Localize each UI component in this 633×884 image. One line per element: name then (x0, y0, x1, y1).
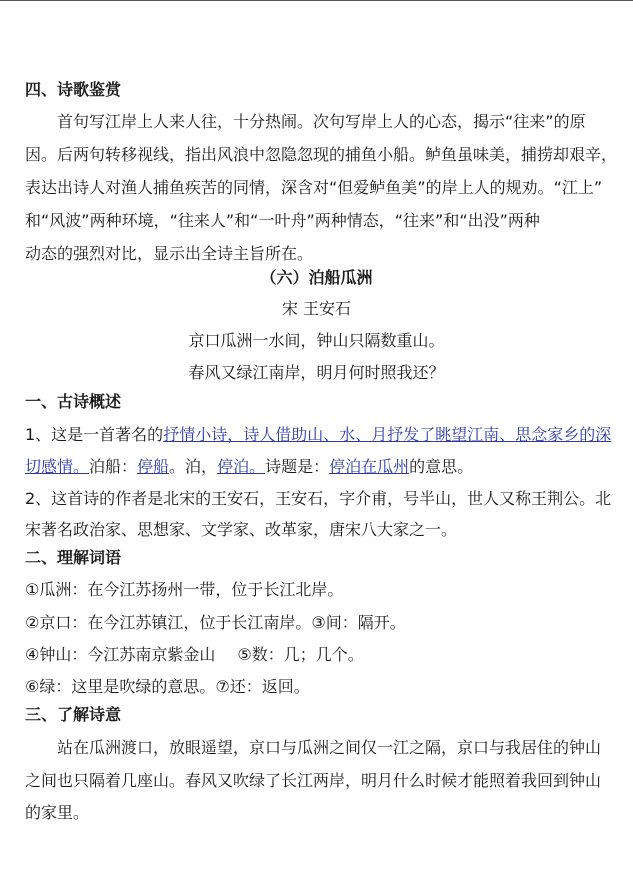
title-label: 诗题是： (265, 457, 330, 476)
title-value-link[interactable]: 停泊在瓜州 (329, 457, 410, 476)
overview-item-2-line-2: 宋著名政治家、思想家、文学家、改革家，唐宋八大家之一。 (25, 520, 458, 539)
word-item: ②京口：在今江苏镇江，位于长江南岸。③间：隔开。 (25, 613, 406, 632)
word-item: ①瓜洲：在今江苏扬州一带，位于长江北岸。 (25, 580, 344, 599)
meaning-line: 之间也只隔着几座山。春风又吹绿了长江两岸，明月什么时候才能照着我回到钟山 (25, 771, 602, 790)
paragraph-line: 首句写江岸上人来人往，十分热闹。次句写岸上人的心态，揭示“往来”的原 (57, 112, 586, 131)
moor-value-link[interactable]: 停泊。 (217, 457, 266, 476)
boat-value-link[interactable]: 停船 (137, 457, 170, 476)
poem-line-1: 京口瓜洲一水间，钟山只隔数重山。 (188, 331, 445, 350)
meaning-line: 的家里。 (25, 803, 90, 822)
overview-link-text-cont[interactable]: 切感情。 (25, 457, 90, 476)
overview-link-text[interactable]: 抒情小诗，诗人借助山、水、月抒发了眺望江南、思念家乡的深 (163, 425, 612, 444)
moor-label: 。泊， (169, 457, 218, 476)
paragraph-line: 因。后两句转移视线，指出风浪中忽隐忽现的捕鱼小船。鲈鱼虽味美，捕捞却艰辛， (25, 145, 618, 164)
top-border (0, 0, 633, 1)
overview-item-1-prefix: 1、这是一首著名的 (25, 425, 164, 444)
paragraph-line: 表达出诗人对渔人捕鱼疾苦的同情，深含对“但爱鲈鱼美”的岸上人的规劝。“江上” (25, 178, 603, 197)
boat-label: 泊船： (89, 457, 138, 476)
section-heading-overview: 一、古诗概述 (25, 392, 122, 411)
word-item-row (25, 640, 633, 670)
poem-author: 宋 王安石 (281, 299, 352, 318)
section-heading-appreciation: 四、诗歌鉴赏 (25, 80, 122, 99)
word-item: ⑤数：几；几个。 (237, 645, 364, 664)
paragraph-line: 动态的强烈对比，显示出全诗主旨所在。 (25, 244, 314, 263)
section-heading-words: 二、理解词语 (25, 548, 122, 567)
word-item: ④钟山：今江苏南京紫金山 (25, 645, 216, 664)
overview-item-1-line-1 (25, 420, 633, 450)
title-suffix: 的意思。 (409, 457, 474, 476)
poem-title-wrap (0, 263, 633, 293)
word-item: ⑥绿：这里是吹绿的意思。⑦还：返回。 (25, 677, 310, 696)
paragraph-line: 和“风波”两种环境，“往来人”和“一叶舟”两种情态，“往来”和“出没”两种 (25, 211, 540, 230)
meaning-line: 站在瓜洲渡口，放眼遥望，京口与瓜洲之间仅一江之隔，京口与我居住的钟山 (57, 738, 602, 757)
poem-title: （六）泊船瓜洲 (260, 268, 373, 287)
overview-item-1-line-2 (25, 452, 633, 482)
poem-line-2: 春风又绿江南岸，明月何时照我还？ (188, 363, 445, 382)
overview-item-2-line-1: 2、这首诗的作者是北宋的王安石，王安石，字介甫，号半山，世人又称王荆公。北 (25, 489, 612, 508)
section-heading-meaning: 三、了解诗意 (25, 705, 122, 724)
